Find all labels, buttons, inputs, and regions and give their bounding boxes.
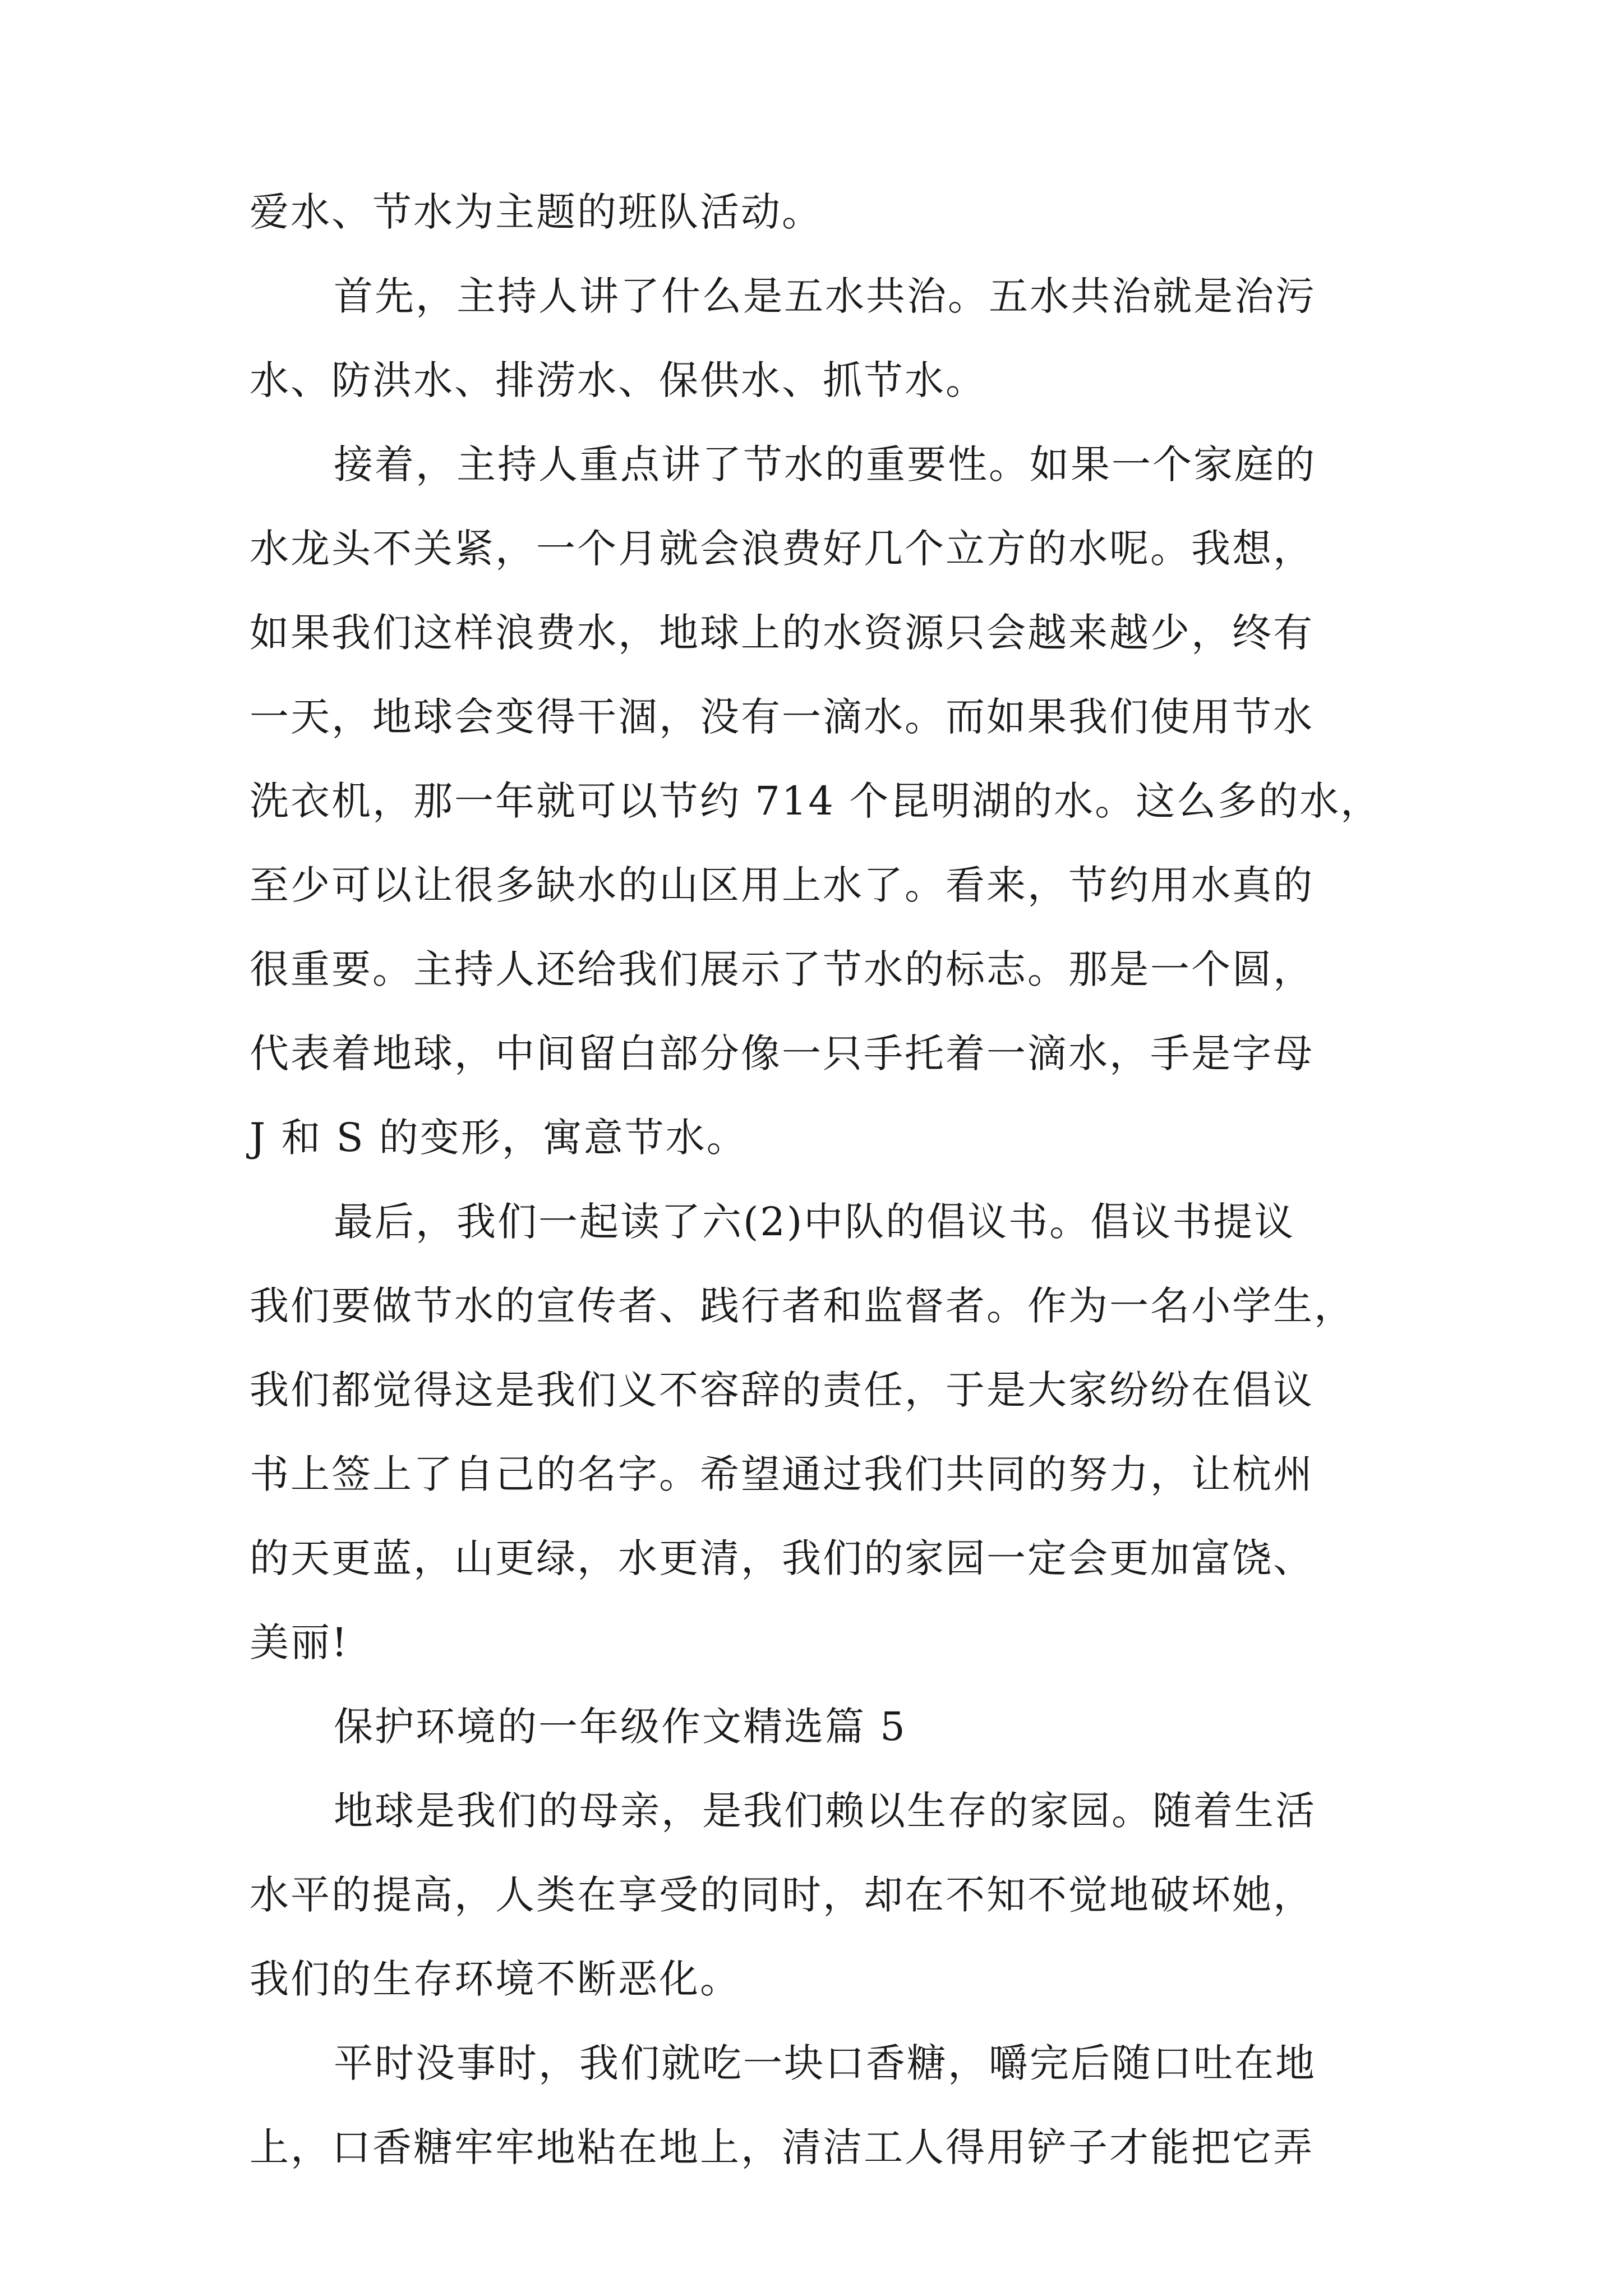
text-line: 我们要做节水的宣传者、践行者和监督者。作为一名小学生，	[250, 1283, 1355, 1329]
paragraph-start-line: 地球是我们的母亲，是我们赖以生存的家园。随着生活	[334, 1788, 1316, 1834]
text-line: 洗衣机，那一年就可以节约 714 个昆明湖的水。这么多的水，	[250, 778, 1382, 824]
text-line: 如果我们这样浪费水，地球上的水资源只会越来越少，终有	[250, 610, 1314, 656]
text-line: 书上签上了自己的名字。希望通过我们共同的努力，让杭州	[250, 1451, 1314, 1497]
text-line: 我们都觉得这是我们义不容辞的责任，于是大家纷纷在倡议	[250, 1367, 1314, 1413]
paragraph-start-line: 最后，我们一起读了六(2)中队的倡议书。倡议书提议	[334, 1199, 1295, 1245]
text-line: 水、防洪水、排涝水、保供水、抓节水。	[250, 357, 986, 403]
text-line: 很重要。主持人还给我们展示了节水的标志。那是一个圆，	[250, 946, 1314, 992]
text-line: 爱水、节水为主题的班队活动。	[250, 189, 823, 235]
paragraph-start-line: 接着，主持人重点讲了节水的重要性。如果一个家庭的	[334, 441, 1316, 487]
text-line: 代表着地球，中间留白部分像一只手托着一滴水，手是字母	[250, 1030, 1314, 1076]
text-line: 一天，地球会变得干涸，没有一滴水。而如果我们使用节水	[250, 694, 1314, 740]
text-line: J 和 S 的变形，寓意节水。	[250, 1115, 748, 1161]
text-line: 的天更蓝，山更绿，水更清，我们的家园一定会更加富饶、	[250, 1535, 1314, 1581]
section-heading: 保护环境的一年级作文精选篇 5	[334, 1704, 907, 1750]
text-line: 至少可以让很多缺水的山区用上水了。看来，节约用水真的	[250, 862, 1314, 908]
text-line: 上，口香糖牢牢地粘在地上，清洁工人得用铲子才能把它弄	[250, 2124, 1314, 2170]
text-line: 美丽!	[250, 1619, 349, 1665]
text-line: 我们的生存环境不断恶化。	[250, 1956, 741, 2002]
paragraph-start-line: 首先，主持人讲了什么是五水共治。五水共治就是治污	[334, 273, 1316, 319]
text-line: 水平的提高，人类在享受的同时，却在不知不觉地破坏她，	[250, 1872, 1314, 1918]
text-line: 水龙头不关紧，一个月就会浪费好几个立方的水呢。我想，	[250, 526, 1314, 572]
paragraph-start-line: 平时没事时，我们就吃一块口香糖，嚼完后随口吐在地	[334, 2040, 1316, 2086]
